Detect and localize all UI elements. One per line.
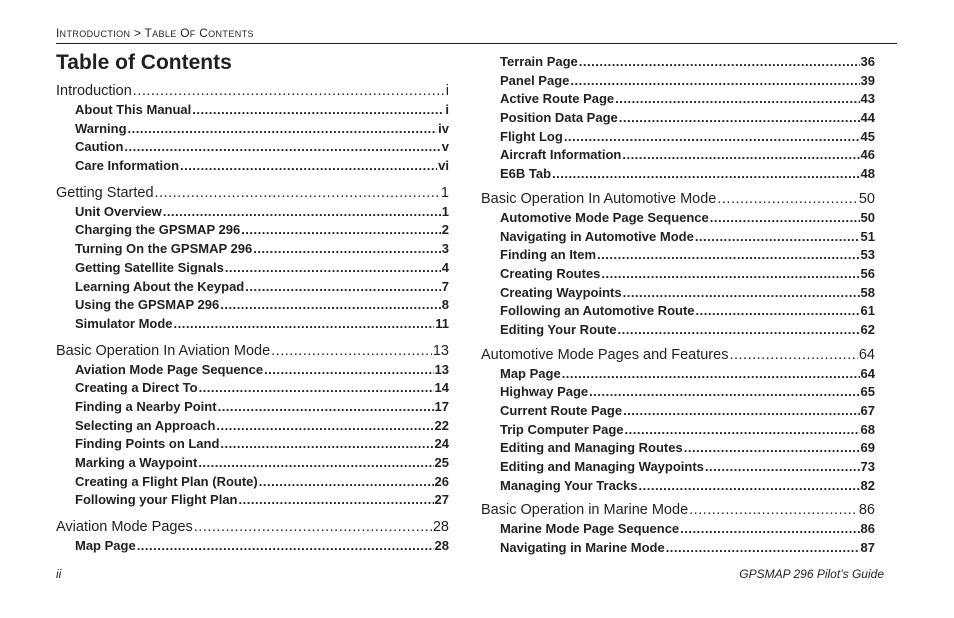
breadcrumb-section[interactable]: INTRODUCTION <box>56 26 131 40</box>
toc-entry[interactable] <box>56 101 449 120</box>
toc-entry-title: Active Route Page <box>500 91 615 107</box>
toc-entry-page-number: 1 <box>441 203 449 219</box>
toc-entry-title: Panel Page <box>500 72 570 88</box>
toc-section-heading[interactable] <box>481 190 875 209</box>
dot-leader <box>615 90 859 109</box>
dot-leader <box>684 439 860 458</box>
toc-entry[interactable] <box>481 365 875 384</box>
toc-section-heading-title: Basic Operation in Marine Mode <box>481 502 689 519</box>
toc-entry[interactable] <box>56 120 449 139</box>
toc-entry-page-number: 14 <box>434 380 449 396</box>
toc-entry-title: Simulator Mode <box>75 315 173 331</box>
toc-entry[interactable] <box>481 265 875 284</box>
dot-leader <box>264 361 433 380</box>
dot-leader <box>589 383 859 402</box>
toc-entry[interactable] <box>481 246 875 265</box>
toc-entry[interactable] <box>481 458 875 477</box>
toc-entry-title: Automotive Mode Page Sequence <box>500 209 709 225</box>
toc-entry-title: Map Page <box>75 538 136 554</box>
toc-entry-page-number: 22 <box>434 417 449 433</box>
toc-entry-title: Creating Waypoints <box>500 284 622 300</box>
toc-entry[interactable] <box>56 203 449 222</box>
toc-section-heading[interactable] <box>56 518 449 537</box>
toc-entry-title: Finding a Nearby Point <box>75 398 217 414</box>
toc-section <box>481 53 875 184</box>
toc-entry-page-number: vi <box>438 158 449 174</box>
toc-entry[interactable] <box>481 302 875 321</box>
toc-entry-title: Selecting an Approach <box>75 417 216 433</box>
toc-entry-page-number: 43 <box>860 91 875 107</box>
dot-leader <box>259 473 434 492</box>
toc-entry-title: Learning About the Keypad <box>75 278 245 294</box>
toc-entry[interactable] <box>56 138 449 157</box>
toc-entry-page-number: v <box>441 139 449 155</box>
dot-leader <box>570 72 859 91</box>
toc-entry-title: Position Data Page <box>500 110 618 126</box>
toc-entry-title: Care Information <box>75 158 180 174</box>
dot-leader <box>180 157 437 176</box>
toc-entry-title: Following an Automotive Route <box>500 303 695 319</box>
toc-entry-page-number: 3 <box>441 241 449 257</box>
dot-leader <box>163 203 441 222</box>
dot-leader <box>618 321 860 340</box>
toc-entry-page-number: 61 <box>860 303 875 319</box>
toc-entry-page-number: 69 <box>860 440 875 456</box>
dot-leader <box>155 184 440 203</box>
toc-entry[interactable] <box>56 398 449 417</box>
dot-leader <box>623 402 859 421</box>
toc-section-heading-page-number: i <box>445 83 449 99</box>
toc-entry[interactable] <box>56 435 449 454</box>
toc-section-heading-page-number: 64 <box>858 346 875 363</box>
toc-entry-title: About This Manual <box>75 102 192 117</box>
dot-leader <box>225 259 441 278</box>
dot-leader <box>133 82 445 101</box>
toc-entry[interactable] <box>56 379 449 398</box>
toc-section <box>481 346 875 496</box>
toc-right-column <box>481 53 875 564</box>
toc-entry[interactable] <box>481 520 875 539</box>
toc-entry-page-number: 4 <box>441 259 449 275</box>
toc-entry-page-number: 51 <box>860 228 875 244</box>
dot-leader <box>241 221 441 240</box>
toc-entry-page-number: 62 <box>860 321 875 337</box>
toc-entry-page-number: 13 <box>434 361 449 377</box>
toc-section-heading-title: Aviation Mode Pages <box>56 519 193 536</box>
toc-entry-page-number: 50 <box>860 209 875 225</box>
toc-entry[interactable] <box>481 146 875 165</box>
toc-entry-title: Editing and Managing Waypoints <box>500 459 704 475</box>
dot-leader <box>666 539 860 558</box>
toc-section-heading-page-number: 1 <box>440 184 449 201</box>
dot-leader <box>218 398 434 417</box>
toc-section-heading-page-number: 28 <box>432 519 449 536</box>
dot-leader <box>199 379 434 398</box>
toc-entry-page-number: 73 <box>860 459 875 475</box>
toc-entry[interactable] <box>481 128 875 147</box>
toc-entry-page-number: 28 <box>434 538 449 554</box>
toc-entry-page-number: 45 <box>860 128 875 144</box>
dot-leader <box>623 284 860 303</box>
dot-leader <box>220 296 441 315</box>
breadcrumb-page: TABLE OF CONTENTS <box>144 26 254 40</box>
toc-entry-title: Flight Log <box>500 128 563 144</box>
toc-entry[interactable] <box>481 539 875 558</box>
toc-section-heading[interactable] <box>481 501 875 520</box>
footer-guide-title: GPSMAP 296 Pilot’s Guide <box>739 567 884 581</box>
toc-entry[interactable] <box>56 221 449 240</box>
toc-entry-page-number: 39 <box>860 72 875 88</box>
toc-entry[interactable] <box>56 259 449 278</box>
toc-entry-title: Map Page <box>500 365 561 381</box>
toc-entry-page-number: i <box>445 102 449 117</box>
toc-entry-title: Editing Your Route <box>500 321 617 337</box>
toc-entry-title: Aircraft Information <box>500 147 622 163</box>
toc-entry-title: Marking a Waypoint <box>75 455 198 470</box>
toc-entry-page-number: 25 <box>434 455 449 470</box>
toc-entry-title: Navigating in Automotive Mode <box>500 228 694 244</box>
breadcrumb-separator: > <box>134 26 142 40</box>
toc-entry-page-number: 24 <box>434 436 449 452</box>
toc-entry[interactable] <box>56 315 449 334</box>
toc-entry-page-number: 82 <box>860 477 875 493</box>
toc-entry-title: Navigating in Marine Mode <box>500 540 665 556</box>
toc-entry-title: Terrain Page <box>500 54 578 69</box>
toc-section-heading[interactable] <box>56 342 449 361</box>
toc-entry-page-number: 46 <box>860 147 875 163</box>
toc-section <box>481 501 875 557</box>
breadcrumb <box>56 26 254 40</box>
dot-leader <box>137 537 434 556</box>
toc-entry-title: Using the GPSMAP 296 <box>75 297 220 313</box>
toc-entry-title: Charging the GPSMAP 296 <box>75 222 241 238</box>
toc-entry[interactable] <box>56 473 449 492</box>
toc-entry-title: Highway Page <box>500 384 589 400</box>
toc-section-heading-title: Basic Operation In Aviation Mode <box>56 342 271 359</box>
toc-entry-page-number: 48 <box>860 166 875 182</box>
header-rule <box>56 43 897 44</box>
toc-entry-page-number: 65 <box>860 384 875 400</box>
toc-entry[interactable] <box>481 165 875 184</box>
dot-leader <box>552 165 859 184</box>
toc-entry-page-number: 58 <box>860 284 875 300</box>
toc-entry-page-number: 87 <box>860 540 875 556</box>
toc-entry-page-number: 64 <box>860 365 875 381</box>
toc-entry-title: Managing Your Tracks <box>500 477 638 493</box>
toc-section-heading-title: Basic Operation In Automotive Mode <box>481 190 717 207</box>
dot-leader <box>124 138 440 157</box>
page-title: Table of Contents <box>56 51 232 74</box>
toc-section-heading[interactable] <box>481 346 875 365</box>
toc-entry-page-number: 86 <box>860 521 875 537</box>
toc-entry[interactable] <box>56 537 449 556</box>
toc-entry[interactable] <box>481 72 875 91</box>
dot-leader <box>194 518 432 537</box>
toc-entry-title: Editing and Managing Routes <box>500 440 683 456</box>
toc-entry[interactable] <box>481 402 875 421</box>
dot-leader <box>696 302 860 321</box>
toc-entry-title: Following your Flight Plan <box>75 492 238 508</box>
toc-section-heading-page-number: 50 <box>858 190 875 207</box>
dot-leader <box>253 240 441 259</box>
toc-entry[interactable] <box>481 321 875 340</box>
toc-section <box>56 518 449 556</box>
toc-entry[interactable] <box>481 90 875 109</box>
toc-section-heading-title: Introduction <box>56 83 132 99</box>
dot-leader <box>729 346 857 365</box>
toc-entry[interactable] <box>481 284 875 303</box>
toc-entry-page-number: 67 <box>860 403 875 418</box>
toc-entry-page-number: iv <box>438 120 449 136</box>
toc-entry[interactable] <box>56 454 449 473</box>
toc-entry-title: Creating a Flight Plan (Route) <box>75 473 258 489</box>
toc-section-heading-page-number: 86 <box>858 502 875 519</box>
toc-entry-page-number: 36 <box>860 54 875 69</box>
toc-entry-title: Turning On the GPSMAP 296 <box>75 241 253 257</box>
toc-entry-title: Warning <box>75 120 127 136</box>
toc-left-column <box>56 82 449 564</box>
toc-entry[interactable] <box>56 491 449 510</box>
dot-leader <box>717 190 858 209</box>
toc-entry-page-number: 2 <box>441 222 449 238</box>
toc-entry[interactable] <box>481 383 875 402</box>
toc-section <box>56 184 449 334</box>
toc-section-heading-page-number: 13 <box>432 342 449 359</box>
toc-entry-page-number: 44 <box>860 110 875 126</box>
toc-entry-page-number: 27 <box>434 492 449 508</box>
toc-section-heading[interactable] <box>56 184 449 203</box>
toc-section-heading-title: Automotive Mode Pages and Features <box>481 346 729 363</box>
toc-entry-page-number: 7 <box>441 278 449 294</box>
toc-entry[interactable] <box>481 439 875 458</box>
toc-entry-title: E6B Tab <box>500 166 552 182</box>
toc-entry-title: Caution <box>75 139 124 155</box>
toc-section <box>56 82 449 176</box>
toc-entry[interactable] <box>481 109 875 128</box>
toc-entry-title: Aviation Mode Page Sequence <box>75 361 264 377</box>
toc-section-heading[interactable] <box>56 82 449 101</box>
dot-leader <box>198 454 433 473</box>
dot-leader <box>689 501 858 520</box>
dot-leader <box>271 342 432 361</box>
dot-leader <box>601 265 859 284</box>
toc-entry-title: Trip Computer Page <box>500 421 624 437</box>
toc-entry[interactable] <box>56 240 449 259</box>
toc-entry[interactable] <box>481 421 875 440</box>
dot-leader <box>245 278 441 297</box>
dot-leader <box>174 315 435 334</box>
toc-entry[interactable] <box>56 278 449 297</box>
toc-section <box>56 342 449 511</box>
dot-leader <box>622 146 859 165</box>
toc-entry-page-number: 26 <box>434 473 449 489</box>
dot-leader <box>579 53 860 72</box>
toc-entry-title: Finding Points on Land <box>75 436 220 452</box>
toc-entry[interactable] <box>56 157 449 176</box>
toc-entry[interactable] <box>481 209 875 228</box>
dot-leader <box>597 246 859 265</box>
dot-leader <box>216 417 433 436</box>
toc-entry[interactable] <box>56 296 449 315</box>
dot-leader <box>639 477 860 496</box>
dot-leader <box>564 128 860 147</box>
toc-entry-title: Creating a Direct To <box>75 380 198 396</box>
toc-entry-title: Marine Mode Page Sequence <box>500 521 680 537</box>
toc-section-heading-title: Getting Started <box>56 184 154 201</box>
dot-leader <box>192 101 444 120</box>
toc-entry-title: Getting Satellite Signals <box>75 259 224 275</box>
toc-entry-title: Finding an Item <box>500 247 597 263</box>
toc-entry-page-number: 8 <box>441 297 449 313</box>
toc-entry-page-number: 53 <box>860 247 875 263</box>
toc-entry-page-number: 11 <box>435 315 449 331</box>
toc-entry-title: Unit Overview <box>75 203 162 219</box>
toc-entry-page-number: 56 <box>860 265 875 281</box>
dot-leader <box>625 421 860 440</box>
dot-leader <box>619 109 860 128</box>
toc-entry[interactable] <box>56 361 449 380</box>
toc-entry-page-number: 68 <box>860 421 875 437</box>
dot-leader <box>710 209 860 228</box>
toc-entry[interactable] <box>481 53 875 72</box>
toc-entry-title: Current Route Page <box>500 403 623 418</box>
toc-entry[interactable] <box>56 417 449 436</box>
dot-leader <box>128 120 438 139</box>
toc-entry-title: Creating Routes <box>500 265 601 281</box>
dot-leader <box>705 458 860 477</box>
dot-leader <box>562 365 860 384</box>
toc-entry[interactable] <box>481 228 875 247</box>
toc-entry-page-number: 17 <box>434 398 449 414</box>
dot-leader <box>680 520 859 539</box>
dot-leader <box>239 491 434 510</box>
toc-section <box>481 190 875 340</box>
footer-page-number: ii <box>56 567 62 581</box>
dot-leader <box>220 435 433 454</box>
toc-entry[interactable] <box>481 477 875 496</box>
dot-leader <box>695 228 860 247</box>
